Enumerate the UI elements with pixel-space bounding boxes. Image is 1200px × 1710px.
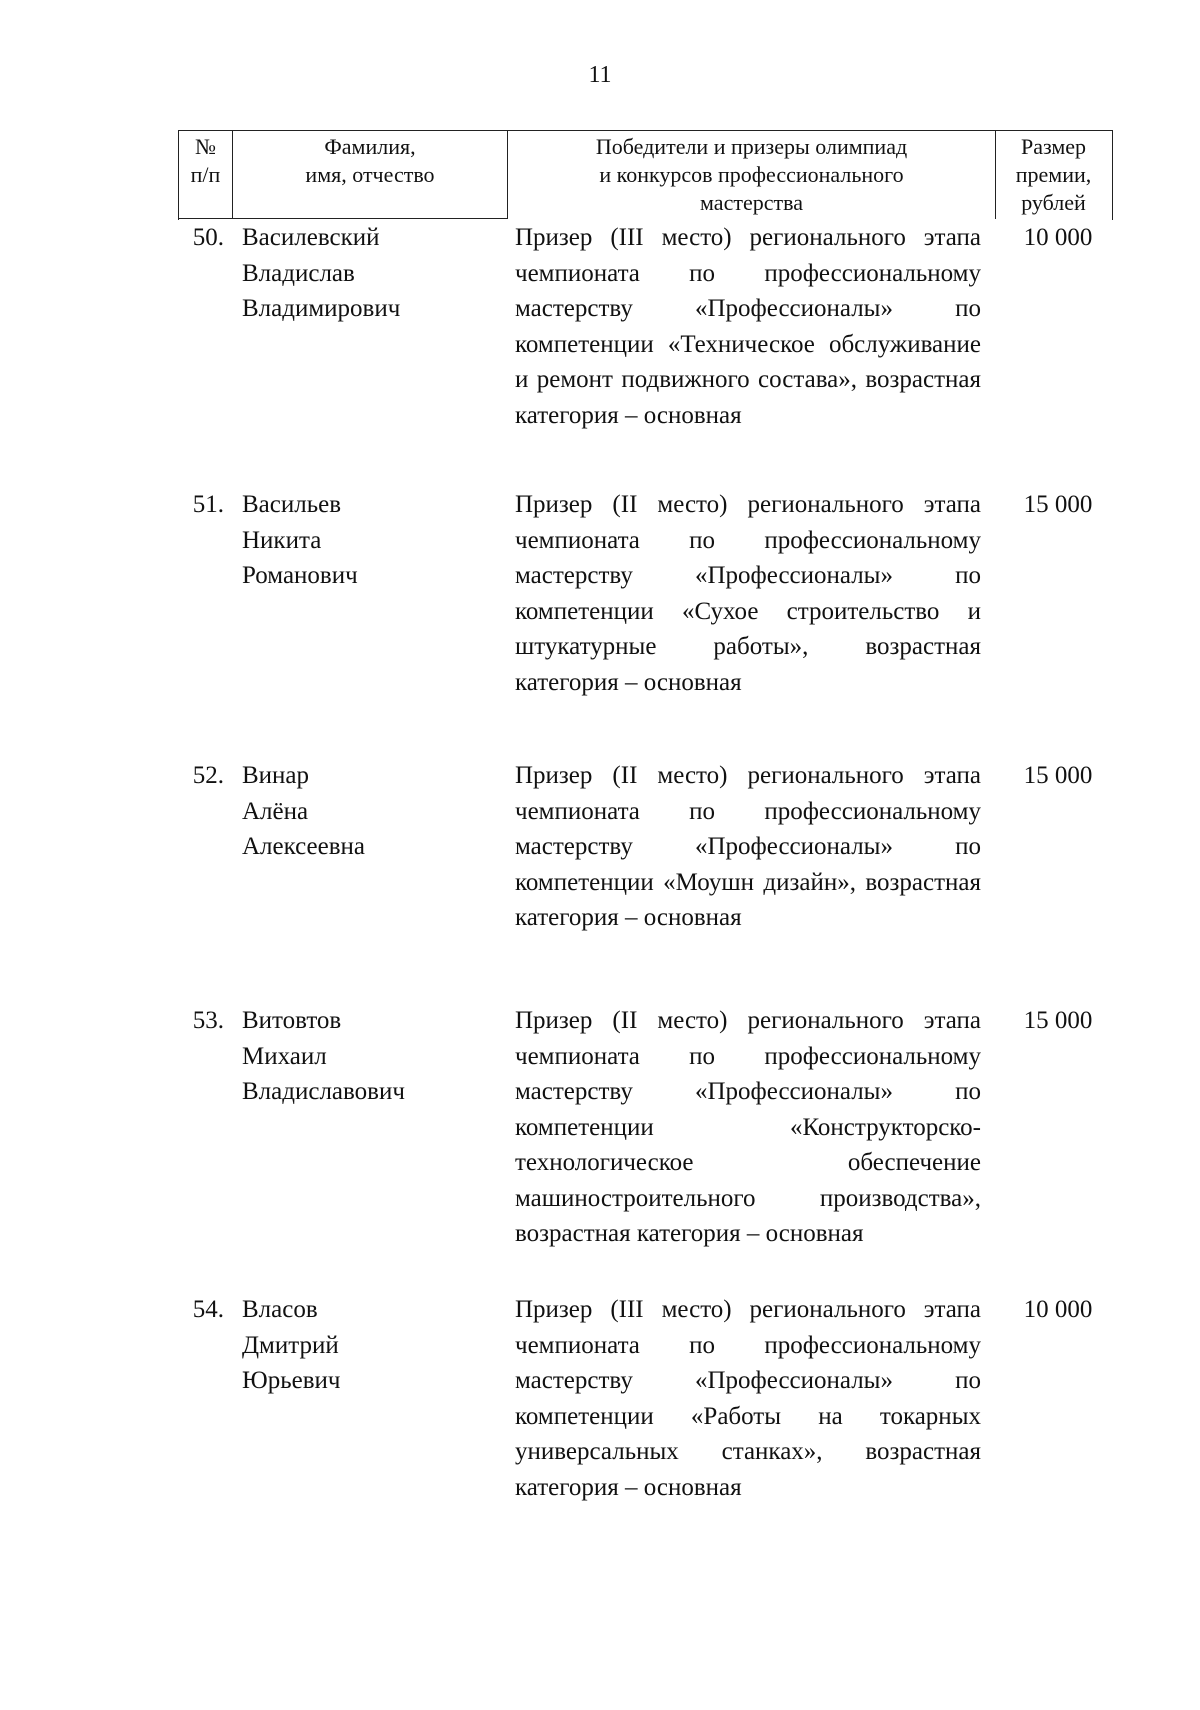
row-description: Призер (III место) регионального этапа чемпионата по профессиональному мастерству «Профессионалы» по компетенции «Техническое обслуживание и ремонт подвижного состава», возрастная категория – основная <box>515 224 981 429</box>
row-number: 50. <box>192 224 224 251</box>
row-name: Винар Алёна Алексеевна <box>242 762 366 860</box>
row-description: Призер (III место) регионального этапа чемпионата по профессиональному мастерству «Профессионалы» по компетенции «Работы на токарных универсальных станках», возрастная категория – основная <box>515 1296 981 1501</box>
row-description: Призер (II место) регионального этапа чемпионата по профессиональному мастерству «Профессионалы» по компетенции «Конструкторско-технологическое обеспечение машиностроительного производства», возрастная категория – основная <box>515 1007 981 1247</box>
row-number: 53. <box>192 1007 224 1034</box>
row-description: Призер (II место) регионального этапа чемпионата по профессиональному мастерству «Профессионалы» по компетенции «Моушн дизайн», возрастная категория – основная <box>515 762 981 931</box>
table-header <box>178 130 1113 220</box>
row-prize: 15 000 <box>1023 762 1093 789</box>
header-prize: Размер премии, рублей <box>1015 134 1092 215</box>
row-prize: 10 000 <box>1023 224 1093 251</box>
row-prize: 10 000 <box>1023 1296 1093 1323</box>
row-number: 54. <box>192 1296 224 1323</box>
row-number: 51. <box>192 491 224 518</box>
row-name: Власов Дмитрий Юрьевич <box>242 1296 341 1394</box>
header-number: № п/п <box>179 131 233 219</box>
row-number: 52. <box>192 762 224 789</box>
row-prize: 15 000 <box>1023 1007 1093 1034</box>
row-prize: 15 000 <box>1023 491 1093 518</box>
row-name: Василевский Владислав Владимирович <box>242 224 401 322</box>
header-description: Победители и призеры олимпиад и конкурсов профессионального мастерства <box>508 131 996 219</box>
header-name: Фамилия, имя, отчество <box>233 131 508 219</box>
row-description: Призер (II место) регионального этапа чемпионата по профессиональному мастерству «Профессионалы» по компетенции «Сухое строительство и штукатурные работы», возрастная категория – основная <box>515 491 981 696</box>
page-number: 11 <box>588 62 612 88</box>
row-name: Васильев Никита Романович <box>242 491 358 589</box>
row-name: Витовтов Михаил Владиславович <box>242 1007 405 1105</box>
